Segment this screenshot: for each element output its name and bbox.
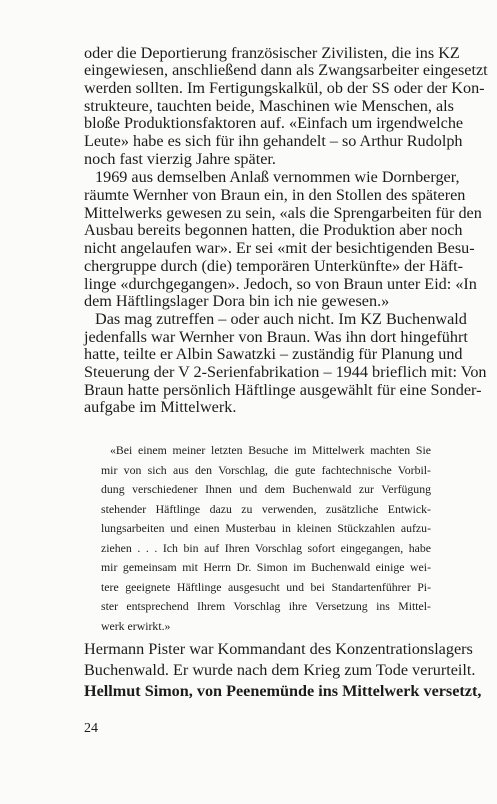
- text-line: Das mag zutreffen – oder auch nicht. Im KZ Buchenwald: [95, 309, 467, 328]
- text-line: Mittelwerks gewesen zu sein, «als die Sprengarbeiten für den: [84, 203, 482, 222]
- text-line: Hermann Pister war Kommandant des Konzentrationslagers: [84, 640, 473, 658]
- text-line: werden sollten. Im Fertigungskalkül, ob der SS oder der Kon-: [84, 78, 485, 97]
- text-line: Steuerung der V 2-Serienfabrikation – 1944 brieflich mit: Von: [84, 363, 487, 382]
- quote-line: dung verschiedener Ihnen und dem Buchenwald zur Verfügung: [101, 482, 431, 496]
- text-line: räumte Wernher von Braun ein, in den Stollen des späteren: [84, 186, 466, 205]
- quote-line: ster entsprechend Ihrem Vorschlag ihre Versetzung ins Mittel-: [101, 599, 431, 613]
- text-line: aufgabe im Mittelwerk.: [84, 398, 237, 417]
- quote-line: lungsarbeiten und einen Musterbau in kleinen Stückzahlen aufzu-: [101, 521, 431, 535]
- text-line: bloße Produktionsfaktoren auf. «Einfach um irgendwelche: [84, 114, 464, 133]
- quote-line: tere geeignete Häftlinge ausgesucht und bei Standartenführer Pi-: [101, 579, 431, 594]
- text-line: Leute» habe es sich für ihn gehandelt – so Arthur Rudolph: [84, 132, 463, 151]
- quote-line: «Bei einem meiner letzten Besuche im Mittelwerk machten Sie: [110, 443, 431, 457]
- text-line: noch fast vierzig Jahre später.: [84, 149, 276, 168]
- text-line: linge «durchgegangen». Jedoch, so von Braun unter Eid: «In: [84, 274, 477, 293]
- text-line: Ausbau bereits begonnen hatten, die Produktion aber noch: [84, 221, 463, 240]
- text-line: nicht angelaufen war». Er sei «mit der besichtigenden Besu-: [84, 239, 475, 258]
- text-line: strukteure, tauchten beide, Maschinen wie Menschen, als: [84, 96, 454, 115]
- text-line: hatte, teilte er Albin Sawatzki – zuständig für Planung und: [84, 345, 463, 364]
- text-line: dem Häftlingslager Dora bin ich nie gewesen.»: [84, 292, 390, 311]
- quote-line: stehender Häftlinge dazu zu verwenden, zusätzliche Entwick-: [101, 501, 431, 516]
- text-line: jedenfalls war Wernher von Braun. Was ihn dort hingeführt: [84, 327, 468, 346]
- bold-text-line: Hellmut Simon, von Peenemünde ins Mittelwerk versetzt,: [84, 682, 482, 700]
- text-line: Buchenwald. Er wurde nach dem Krieg zum Tode verurteilt.: [84, 661, 476, 679]
- page-number: 24: [84, 721, 98, 736]
- quote-line: werk erwirkt.»: [101, 618, 171, 633]
- text-line: Braun hatte persönlich Häftlinge ausgewählt für eine Sonder-: [84, 380, 482, 399]
- text-line: chergruppe durch (die) temporären Unterkünfte» der Häft-: [84, 256, 464, 275]
- text-line: eingewiesen, anschließend dann als Zwangsarbeiter eingesetzt: [84, 61, 488, 80]
- text-line: 1969 aus demselben Anlaß vernommen wie Dornberger,: [95, 168, 460, 187]
- quote-line: ziehen . . . Ich bin auf Ihren Vorschlag sofort eingegangen, habe: [101, 540, 431, 555]
- quote-line: mir gemeinsam mit Herrn Dr. Simon im Buchenwald einige wei-: [101, 560, 431, 574]
- quote-line: mir von sich aus den Vorschlag, die gute fachtechnische Vorbil-: [101, 462, 431, 477]
- text-line: oder die Deportierung französischer Zivilisten, die ins KZ: [84, 43, 460, 62]
